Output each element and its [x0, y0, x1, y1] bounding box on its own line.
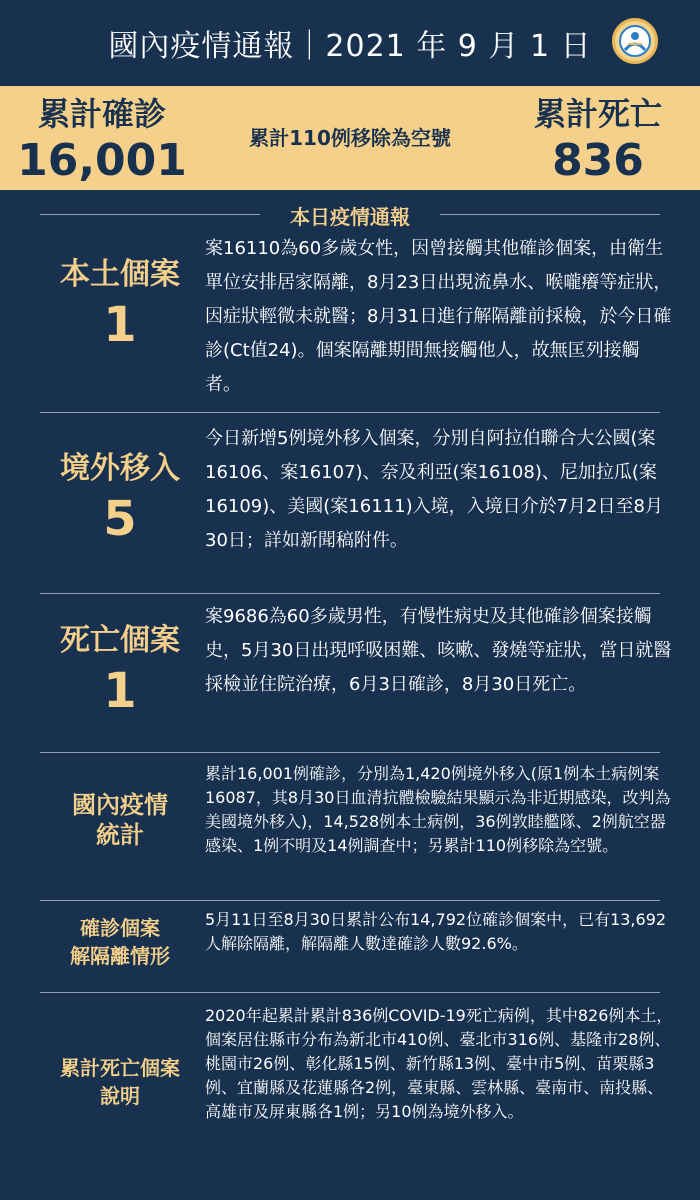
death-notes-name-line2: 說明: [100, 1084, 140, 1108]
section-local-cases: [40, 232, 672, 407]
cumulative-confirmed-value: 16,001: [17, 135, 187, 186]
local-cases-label: [40, 254, 200, 354]
isolation-release-name-line1: 確診個案: [80, 916, 160, 940]
isolation-release-label: [40, 914, 200, 970]
section-domestic-stats: [40, 762, 671, 892]
cumulative-confirmed: [2, 92, 202, 186]
daily-report-title-row: [40, 200, 660, 230]
section-isolation-release: [40, 908, 667, 986]
local-cases-text: 案16110為60多歲女性，因曾接觸其他確診個案，由衛生單位安排居家隔離，8月23日出現流鼻水、喉嚨癢等症狀，因症狀輕微未就醫；8月31日進行解隔離前採檢，於今日確診(Ct值24)。個案隔離期間無接觸他人，故無匡列接觸者。: [205, 238, 672, 395]
section-death-cases: [40, 600, 672, 745]
isolation-release-text: 5月11日至8月30日累計公布14,792位確診個案中，已有13,692人解除隔離，解隔離人數達確診人數92.6%。: [205, 910, 667, 953]
imported-cases-name: 境外移入: [60, 451, 180, 486]
death-cases-count: 1: [103, 663, 137, 719]
title-rule-right: [440, 214, 660, 215]
cumulative-deaths-label: 累計死亡: [533, 95, 662, 133]
daily-report-title: 本日疫情通報: [280, 201, 420, 230]
divider: [40, 593, 660, 594]
divider: [40, 900, 660, 901]
imported-cases-label: [40, 448, 200, 548]
imported-cases-count: 5: [103, 491, 137, 547]
divider: [40, 752, 660, 753]
summary-banner: [0, 86, 700, 190]
cdc-logo-icon: [612, 18, 658, 64]
death-cases-text: 案9686為60多歲男性，有慢性病史及其他確診個案接觸史，5月30日出現呼吸困難、咳嗽、發燒等症狀，當日就醫採檢並住院治療，6月3日確診，8月30日死亡。: [205, 606, 672, 695]
title-rule-left: [40, 214, 260, 215]
removed-numbers-note: 累計110例移除為空號: [249, 126, 451, 150]
header: [0, 0, 700, 86]
divider: [40, 412, 660, 413]
cumulative-confirmed-label: 累計確診: [37, 95, 166, 133]
imported-cases-text: 今日新增5例境外移入個案，分別自阿拉伯聯合大公國(案16106、案16107)、奈及利亞(案16108)、尼加拉瓜(案16109)、美國(案16111)入境，入境日介於7月2日至8月30日；詳如新聞稿附件。: [205, 428, 663, 551]
death-notes-name-line1: 累計死亡個案: [60, 1056, 180, 1080]
cumulative-deaths-value: 836: [552, 135, 644, 186]
divider: [40, 992, 660, 993]
local-cases-name: 本土個案: [60, 257, 180, 292]
page-title: 國內疫情通報｜2021 年 9 月 1 日: [108, 29, 592, 64]
domestic-stats-name-line1: 國內疫情: [72, 791, 168, 819]
section-imported-cases: [40, 420, 663, 588]
death-notes-text: 2020年起累計累計836例COVID-19死亡病例，其中826例本土，個案居住縣市分布為新北市410例、臺北市316例、基隆市28例、桃園市26例、彰化縣15例、新竹縣13例、臺中市5例、苗栗縣3例、宜蘭縣及花蓮縣各2例，臺東縣、雲林縣、臺南市、南投縣、高雄市及屏東縣各1例；另10例為境外移入。: [205, 1006, 673, 1121]
death-cases-label: [40, 620, 200, 720]
section-death-notes: [40, 1004, 673, 1174]
domestic-stats-label: [40, 790, 200, 850]
death-notes-label: [40, 1054, 200, 1110]
isolation-release-name-line2: 解隔離情形: [70, 944, 170, 968]
cdc-logo-graphic: [618, 24, 652, 58]
death-cases-name: 死亡個案: [60, 623, 180, 658]
domestic-stats-text: 累計16,001例確診，分別為1,420例境外移入(原1例本土病例案16087，其8月30日血清抗體檢驗結果顯示為非近期感染，改判為美國境外移入)，14,528例本土病例，36例敦睦艦隊、2例航空器感染、1例不明及14例調查中；另累計110例移除為空號。: [205, 764, 671, 855]
local-cases-count: 1: [103, 297, 137, 353]
domestic-stats-name-line2: 統計: [96, 821, 144, 849]
cumulative-deaths: [498, 92, 698, 186]
